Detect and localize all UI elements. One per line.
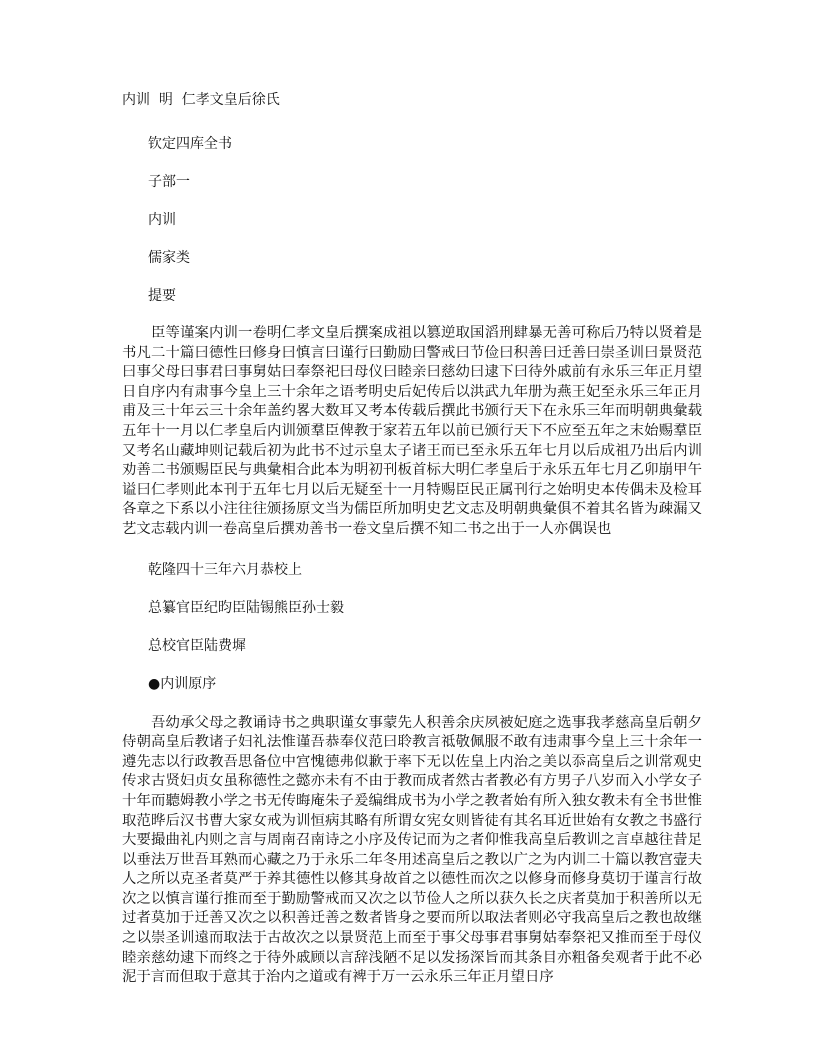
proofreader-line: 总校官臣陆费墀	[148, 637, 246, 654]
collection-heading: 钦定四库全书	[148, 136, 232, 152]
book-heading: 内训	[148, 212, 176, 228]
preface-paragraph: 吾幼承父母之教诵诗书之典职谨女事蒙先人积善余庆夙被妃庭之选事我孝慈高皇后朝夕侍朝高皇后教诸子妇礼法惟谨吾恭奉仪范曰聆教言祗敬佩服不敢有违肃事今皇上三十余年一遵先志以行政教吾思备位中宫愧德弗似歉于率下无以佐皇上内治之美以忝高皇后之训常观史传求古贤妇贞女虽称德性之懿亦未有不由于教而成者然古者教必有方男子八岁而入小学女子十年而聽姆教小学之书无传晦庵朱子爰编缉成书为小学之教者始有所入独女教未有全书世惟取范晔后汉书曹大家女戒为训恒病其略有所谓女宪女则皆徒有其名耳近世始有女教之书盛行大要撮曲礼内则之言与周南召南诗之小序及传记而为之者仰惟我高皇后教训之言卓越往昔足以垂法万世吾耳熟而心藏之乃于永乐二年冬用述高皇后之教以广之为内训二十篇以教宫壸夫人之所以克圣者莫严于养其德性以修其身故首之以德性而次之以修身而修身莫切于谨言行故次之以慎言谨行推而至于勤励警戒而又次之以节俭人之所以获久长之庆者莫加于积善所以无过者莫加于迁善又次之以积善迁善之数者皆身之要而所以取法者则必守我高皇后之教也故继之以崇圣训遠而取法于古故次之以景贤范上而至于事父母事君事舅姑奉祭祀又推而至于母仪睦亲慈幼逮下而终之于待外戚顾以言辞浅陋不足以发扬深旨而其条目亦粗备矣观者于此不必泥于言而但取于意其于治内之道或有裨于万一云永乐三年正月望日序	[122, 714, 702, 986]
date-line: 乾隆四十三年六月恭校上	[148, 561, 302, 578]
document-title: 内训 明 仁孝文皇后徐氏	[122, 92, 280, 108]
summary-heading: 提要	[148, 288, 176, 304]
preface-heading	[148, 674, 702, 694]
category-heading: 儒家类	[148, 250, 190, 266]
document-page	[122, 90, 702, 1008]
preface-heading-text: 内训原序	[160, 675, 217, 692]
compilers-line: 总纂官臣纪昀臣陆锡熊臣孙士毅	[148, 599, 344, 616]
section-heading: 子部一	[148, 174, 190, 190]
bullet-icon: ●	[148, 675, 161, 692]
summary-paragraph: 臣等谨案内训一卷明仁孝文皇后撰案成祖以篡逆取国滔刑肆暴无善可称后乃特以贤着是书凡二十篇曰德性曰修身曰慎言曰谨行曰勤励曰警戒曰节俭曰积善曰迁善曰崇圣训曰景贤范曰事父母曰事君曰事舅姑曰奉祭祀曰母仪曰睦亲曰慈幼曰逮下曰待外戚前有永乐三年正月望日自序内有肃事今皇上三十余年之语考明史后妃传后以洪武九年册为燕王妃至永乐三年正月甫及三十年云三十余年盖约畧大数耳又考本传载后撰此书颁行天下在永乐三年而明朝典彙载五年十一月以仁孝皇后内训颁羣臣俾教于家若五年以前已颁行天下不应至五年之末始赐羣臣又考名山藏坤则记载后初为此书不过示皇太子诸王而已至永乐五年七月以后成祖乃出后内训劝善二书颁赐臣民与典彙相合此本为明初刊板首标大明仁孝皇后于永乐五年七月乙卯崩甲午谥曰仁孝则此本刊于五年七月以后无疑至十一月特赐臣民正属刊行之始明史本传偶未及检耳各章之下系以小注往往颁扬原文当为儒臣所加明史艺文志及明朝典彙俱不着其名皆为疎漏又艺文志载内训一卷高皇后撰劝善书一卷文皇后撰不知二书之出于一人亦偶误也	[122, 325, 702, 537]
